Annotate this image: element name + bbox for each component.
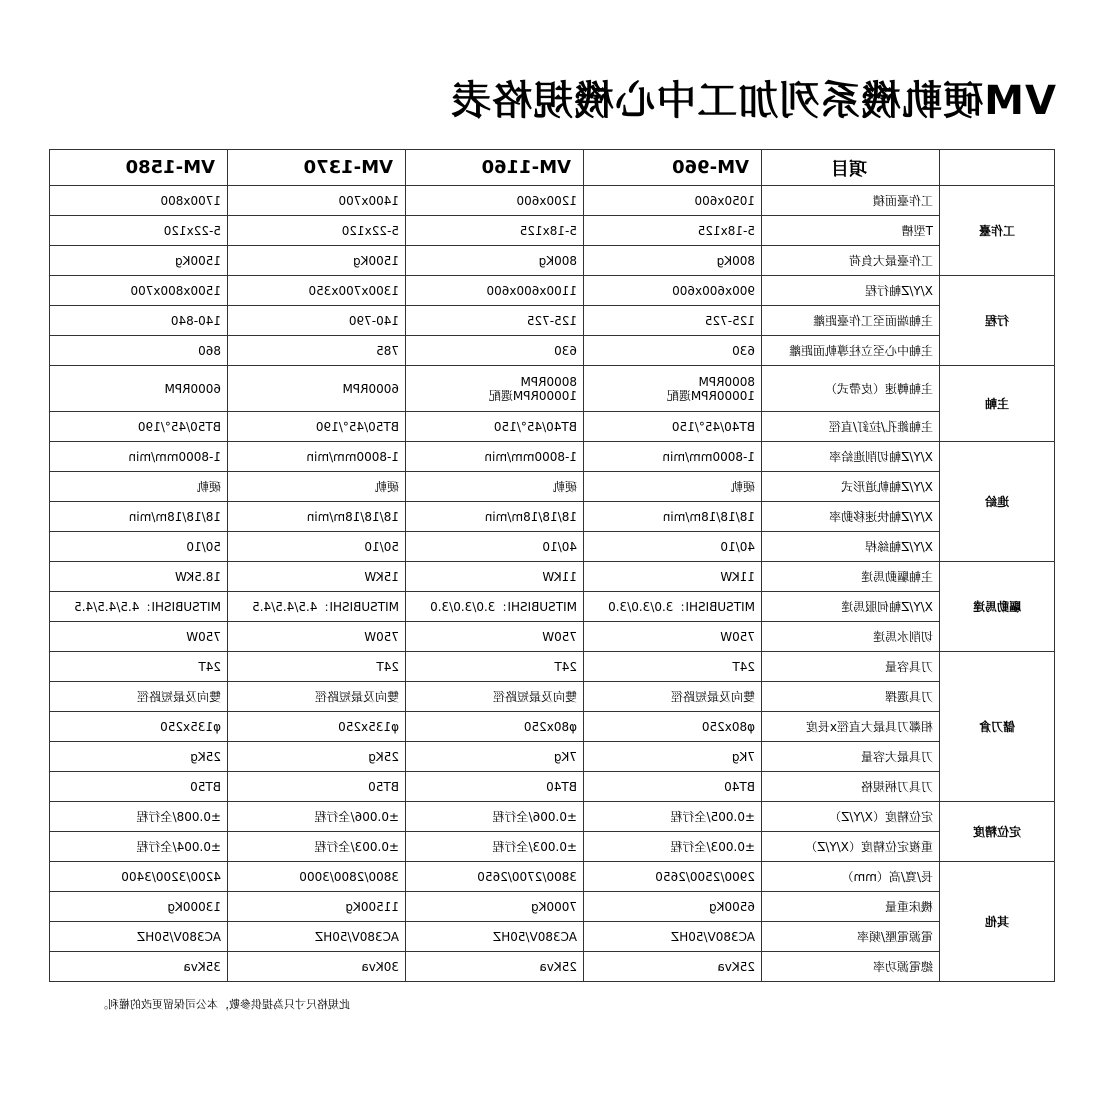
spec-value-model-4: 860 (50, 336, 228, 366)
spec-value-model-2: 800Kg (406, 246, 584, 276)
table-row (50, 832, 1055, 862)
spec-value-model-2: 7Kg (406, 742, 584, 772)
spec-value-model-4: ±0.008/全行程 (50, 802, 228, 832)
spec-value-model-4: 5-22x120 (50, 216, 228, 246)
spec-table (49, 149, 1055, 982)
spec-value-model-4: ±0.004/全行程 (50, 832, 228, 862)
spec-item-label: X/Y/Z軸快速移動率 (762, 502, 940, 532)
group-label: 驅動馬達 (940, 562, 1055, 652)
spec-value-model-1: ±0.003/全行程 (584, 832, 762, 862)
spec-item-label: 刀具選擇 (762, 682, 940, 712)
table-row (50, 742, 1055, 772)
spec-value-model-2: 3800/2700/2650 (406, 862, 584, 892)
spec-value-model-2: AC380V/50HZ (406, 922, 584, 952)
spec-item-label: 總電源功率 (762, 952, 940, 982)
spec-value-model-2: 630 (406, 336, 584, 366)
table-row (50, 802, 1055, 832)
spec-value-model-4: 50/10 (50, 532, 228, 562)
spec-value-model-4: BT50 (50, 772, 228, 802)
spec-value-model-4: AC380V/50HZ (50, 922, 228, 952)
spec-value-model-2: 25Kva (406, 952, 584, 982)
spec-value-model-2: BT40 (406, 772, 584, 802)
spec-value-model-2: 8000RPM 10000RPM選配 (406, 366, 584, 412)
spec-item-label: 刀具容量 (762, 652, 940, 682)
table-row (50, 772, 1055, 802)
spec-value-model-1: 2900/2500/2650 (584, 862, 762, 892)
group-label: 工作臺 (940, 186, 1055, 276)
table-row (50, 652, 1055, 682)
spec-value-model-1: 630 (584, 336, 762, 366)
table-row (50, 682, 1055, 712)
table-row (50, 862, 1055, 892)
header-model-3: VM-1370 (228, 150, 406, 186)
spec-value-model-3: 1300x700x350 (228, 276, 406, 306)
spec-value-model-3: BT50/45°/190 (228, 412, 406, 442)
spec-item-label: 主軸中心至立柱導軌面距離 (762, 336, 940, 366)
spec-value-model-4: 18.5KW (50, 562, 228, 592)
spec-value-model-3: 1-8000mm/min (228, 442, 406, 472)
spec-value-model-2: 1200x600 (406, 186, 584, 216)
header-model-4: VM-1580 (50, 150, 228, 186)
spec-item-label: 切削水馬達 (762, 622, 940, 652)
spec-value-model-1: φ80x250 (584, 712, 762, 742)
table-row (50, 366, 1055, 412)
spec-value-model-2: 1-8000mm/min (406, 442, 584, 472)
spec-value-model-2: 5-18x125 (406, 216, 584, 246)
group-label: 儲刀倉 (940, 652, 1055, 802)
header-item: 項目 (762, 150, 940, 186)
spec-value-model-1: 7Kg (584, 742, 762, 772)
spec-value-model-4: MITSUBISHI：4.5/4.5/4.5 (50, 592, 228, 622)
spec-value-model-1: BT40 (584, 772, 762, 802)
table-row (50, 306, 1055, 336)
spec-value-model-1: 5-18x125 (584, 216, 762, 246)
spec-value-model-3: 750W (228, 622, 406, 652)
spec-value-model-2: 雙向及最短路徑 (406, 682, 584, 712)
spec-value-model-3: 30Kva (228, 952, 406, 982)
spec-item-label: X/Y/Z軸軌道形式 (762, 472, 940, 502)
spec-value-model-3: 24T (228, 652, 406, 682)
spec-item-label: 主軸端面至工作臺距離 (762, 306, 940, 336)
table-row (50, 472, 1055, 502)
header-group (940, 150, 1055, 186)
spec-item-label: X/Y/Z軸切削進給率 (762, 442, 940, 472)
spec-item-label: 工作臺最大負荷 (762, 246, 940, 276)
spec-value-model-1: 11KW (584, 562, 762, 592)
spec-value-model-4: 6000RPM (50, 366, 228, 412)
spec-value-model-3: 5-22x120 (228, 216, 406, 246)
spec-item-label: 主軸錐孔/拉釘/直徑 (762, 412, 940, 442)
spec-value-model-4: 13000Kg (50, 892, 228, 922)
table-row (50, 562, 1055, 592)
spec-value-model-1: 25Kva (584, 952, 762, 982)
table-row (50, 216, 1055, 246)
spec-value-model-3: 50/10 (228, 532, 406, 562)
spec-value-model-2: φ80x250 (406, 712, 584, 742)
spec-value-model-1: BT40/45°/150 (584, 412, 762, 442)
spec-table-body (50, 186, 1055, 982)
spec-item-label: 定位精度（X/Y/Z） (762, 802, 940, 832)
spec-item-label: T型槽 (762, 216, 940, 246)
table-row (50, 592, 1055, 622)
group-label: 定位精度 (940, 802, 1055, 862)
spec-value-model-4: 24T (50, 652, 228, 682)
spec-value-model-3: AC380V/50HZ (228, 922, 406, 952)
spec-value-model-4: 140-840 (50, 306, 228, 336)
table-header-row (50, 150, 1055, 186)
spec-value-model-3: ±0.006/全行程 (228, 802, 406, 832)
spec-value-model-4: φ135x250 (50, 712, 228, 742)
spec-value-model-1: 硬軌 (584, 472, 762, 502)
spec-value-model-1: AC380V/50HZ (584, 922, 762, 952)
spec-item-label: 刀具刀柄規格 (762, 772, 940, 802)
spec-value-model-4: 4200/3200/3400 (50, 862, 228, 892)
table-row (50, 186, 1055, 216)
table-row (50, 442, 1055, 472)
spec-item-label: 主軸轉速（皮帶式） (762, 366, 940, 412)
spec-value-model-2: 750W (406, 622, 584, 652)
table-row (50, 922, 1055, 952)
spec-item-label: 相鄰刀具最大直徑x長度 (762, 712, 940, 742)
spec-value-model-4: 雙向及最短路徑 (50, 682, 228, 712)
spec-value-model-3: 15KW (228, 562, 406, 592)
spec-value-model-3: 11500Kg (228, 892, 406, 922)
spec-value-model-1: 750W (584, 622, 762, 652)
spec-item-label: 刀具最大容量 (762, 742, 940, 772)
spec-value-model-4: 硬軌 (50, 472, 228, 502)
spec-value-model-1: 1-8000mm/min (584, 442, 762, 472)
spec-item-label: 電源電壓/頻率 (762, 922, 940, 952)
header-model-1: VM-960 (584, 150, 762, 186)
spec-value-model-3: 785 (228, 336, 406, 366)
spec-item-label: 重複定位精度（X/Y/Z） (762, 832, 940, 862)
spec-value-model-1: 800Kg (584, 246, 762, 276)
spec-value-model-4: 750W (50, 622, 228, 652)
spec-value-model-2: BT40/45°/150 (406, 412, 584, 442)
spec-value-model-4: 18/18/18m/min (50, 502, 228, 532)
spec-value-model-1: ±0.005/全行程 (584, 802, 762, 832)
spec-value-model-1: 900x600x600 (584, 276, 762, 306)
spec-value-model-2: 7000Kg (406, 892, 584, 922)
spec-value-model-1: 40/10 (584, 532, 762, 562)
spec-value-model-3: ±0.003/全行程 (228, 832, 406, 862)
spec-value-model-1: 125-725 (584, 306, 762, 336)
table-row (50, 502, 1055, 532)
spec-item-label: 主軸驅動馬達 (762, 562, 940, 592)
spec-value-model-3: 140-790 (228, 306, 406, 336)
spec-value-model-2: 1100x600x600 (406, 276, 584, 306)
spec-value-model-3: 1400x700 (228, 186, 406, 216)
spec-value-model-3: 18/18/18m/min (228, 502, 406, 532)
group-label: 行程 (940, 276, 1055, 366)
spec-item-label: 長/寬/高（mm） (762, 862, 940, 892)
spec-value-model-4: 1-8000mm/min (50, 442, 228, 472)
spec-value-model-4: 1500x800x700 (50, 276, 228, 306)
page-title: VM硬軌機系列加工中心機規格表 (450, 78, 1056, 124)
table-row (50, 276, 1055, 306)
table-row (50, 532, 1055, 562)
group-label: 主軸 (940, 366, 1055, 442)
spec-item-label: X/Y/Z軸伺服馬達 (762, 592, 940, 622)
spec-value-model-2: 硬軌 (406, 472, 584, 502)
spec-value-model-4: 1700x800 (50, 186, 228, 216)
spec-value-model-1: 18/18/18m/min (584, 502, 762, 532)
spec-value-model-3: φ135x250 (228, 712, 406, 742)
header-model-2: VM-1160 (406, 150, 584, 186)
spec-value-model-3: 25Kg (228, 742, 406, 772)
spec-value-model-3: 1500Kg (228, 246, 406, 276)
spec-value-model-3: BT50 (228, 772, 406, 802)
spec-value-model-3: 雙向及最短路徑 (228, 682, 406, 712)
table-row (50, 622, 1055, 652)
group-label: 其他 (940, 862, 1055, 982)
table-row (50, 892, 1055, 922)
spec-value-model-2: 40/10 (406, 532, 584, 562)
spec-value-model-1: 24T (584, 652, 762, 682)
spec-value-model-2: 24T (406, 652, 584, 682)
spec-value-model-3: 硬軌 (228, 472, 406, 502)
table-row (50, 712, 1055, 742)
table-row (50, 336, 1055, 366)
table-row (50, 246, 1055, 276)
spec-value-model-2: ±0.006/全行程 (406, 802, 584, 832)
group-label: 進給 (940, 442, 1055, 562)
spec-value-model-2: 125-725 (406, 306, 584, 336)
spec-value-model-2: 18/18/18m/min (406, 502, 584, 532)
spec-value-model-1: MITSUBISHI：3.0/3.0/3.0 (584, 592, 762, 622)
spec-value-model-3: MITSUBISHI：4.5/4.5/4.5 (228, 592, 406, 622)
spec-value-model-4: 1500Kg (50, 246, 228, 276)
spec-value-model-4: 35Kva (50, 952, 228, 982)
table-row (50, 952, 1055, 982)
spec-value-model-2: ±0.003/全行程 (406, 832, 584, 862)
spec-value-model-4: BT50/45°/190 (50, 412, 228, 442)
footnote: 此規格尺寸只為提供參數，本公司保留更改的權利。 (97, 998, 350, 1011)
spec-value-model-2: MITSUBISHI：3.0/3.0/3.0 (406, 592, 584, 622)
spec-item-label: 機床重量 (762, 892, 940, 922)
spec-value-model-2: 11KW (406, 562, 584, 592)
spec-item-label: 工作臺面積 (762, 186, 940, 216)
spec-value-model-1: 8000RPM 10000RPM選配 (584, 366, 762, 412)
spec-item-label: X/Y/Z軸絲桿 (762, 532, 940, 562)
spec-value-model-1: 6500Kg (584, 892, 762, 922)
spec-value-model-1: 1050x600 (584, 186, 762, 216)
spec-value-model-1: 雙向及最短路徑 (584, 682, 762, 712)
table-row (50, 412, 1055, 442)
spec-value-model-4: 25Kg (50, 742, 228, 772)
spec-value-model-3: 6000RPM (228, 366, 406, 412)
spec-value-model-3: 3800/2800/3000 (228, 862, 406, 892)
spec-item-label: X/Y/Z軸行程 (762, 276, 940, 306)
